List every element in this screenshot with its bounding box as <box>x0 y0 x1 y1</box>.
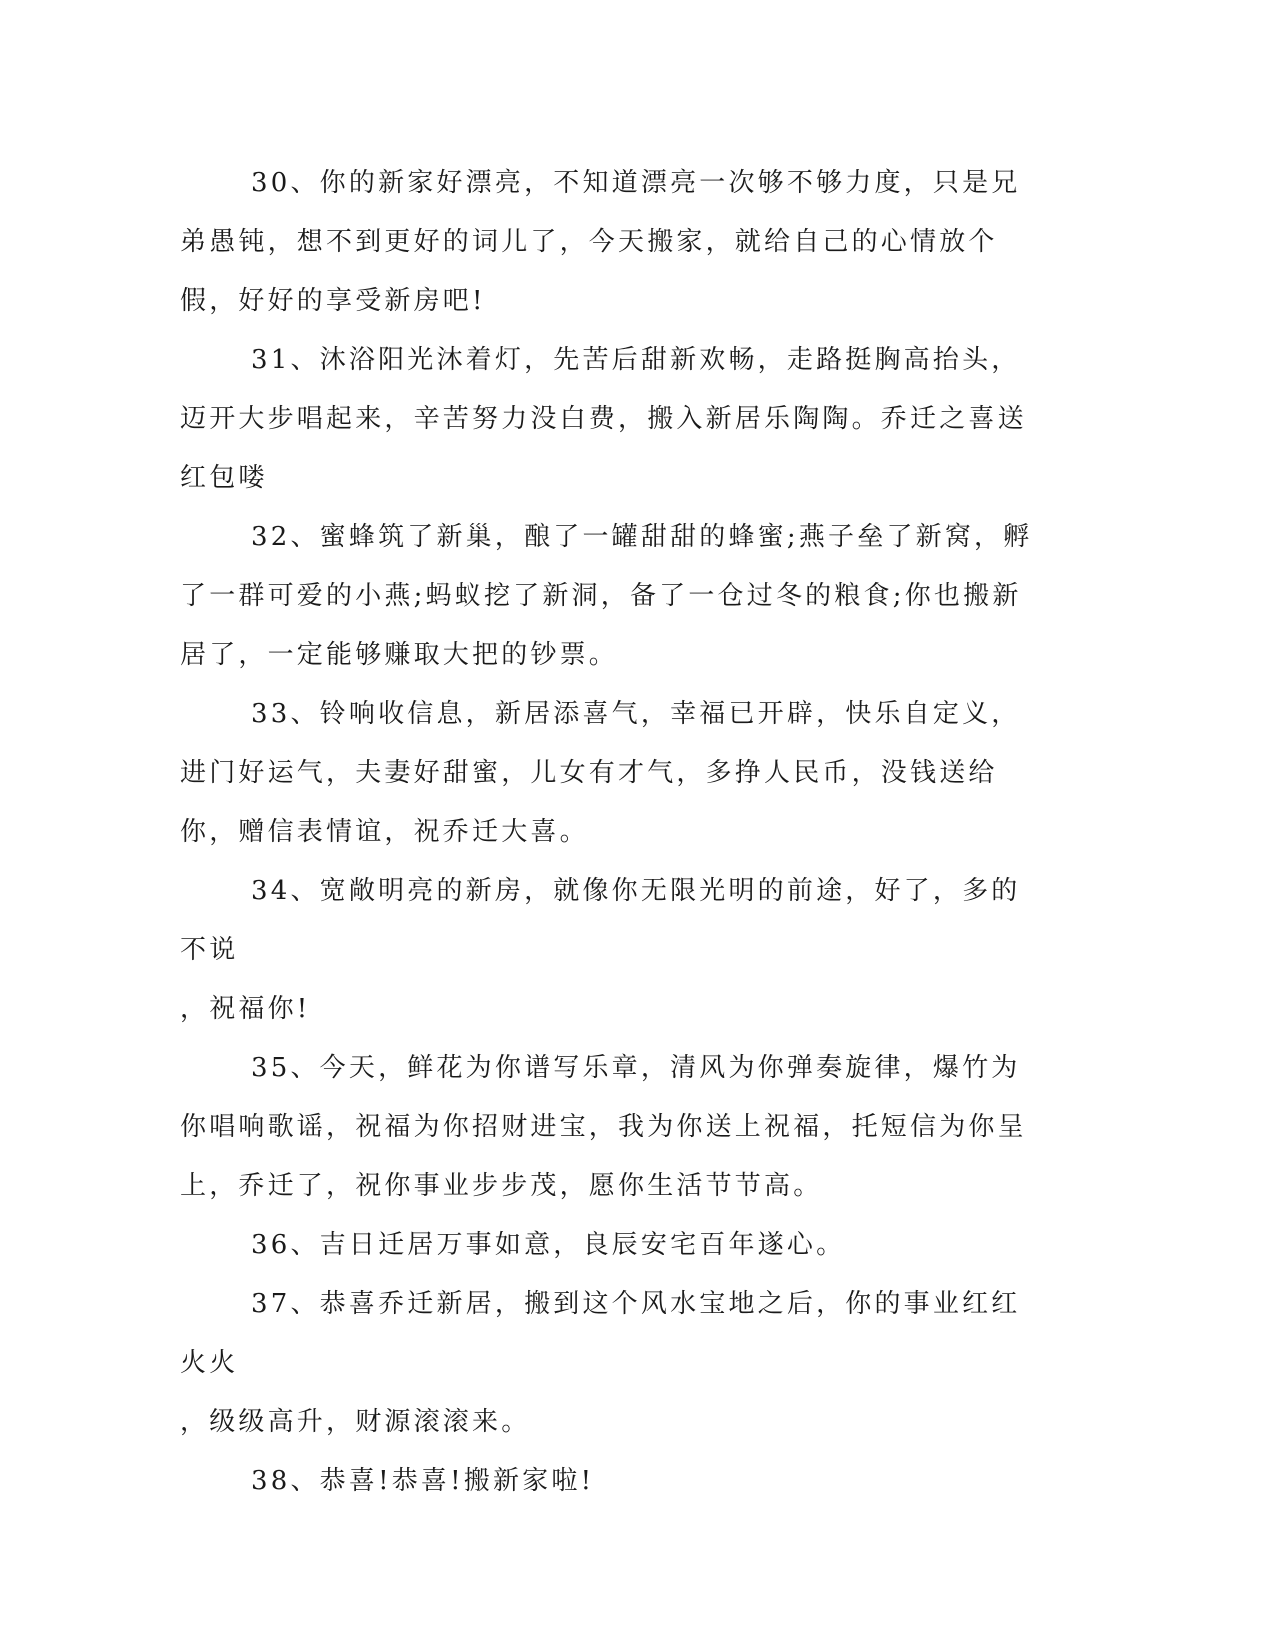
paragraph-32: 32、蜜蜂筑了新巢，酿了一罐甜甜的蜂蜜;燕子垒了新窝，孵了一群可爱的小燕;蚂蚁挖了新洞，备了一仓过冬的粮食;你也搬新居了，一定能够赚取大把的钞票。 <box>180 522 1033 670</box>
paragraph-37: 37、恭喜乔迁新居，搬到这个风水宝地之后，你的事业红红火火 ，级级高升，财源滚滚来。 <box>180 1289 1021 1437</box>
paragraph-34: 34、宽敞明亮的新房，就像你无限光明的前途，好了，多的不说 ，祝福你! <box>180 876 1021 1024</box>
paragraph-38: 38、恭喜!恭喜!搬新家啦! <box>251 1466 595 1496</box>
document-body <box>180 154 1040 1511</box>
paragraph-35: 35、今天，鲜花为你谱写乐章，清风为你弹奏旋律，爆竹为你唱响歌谣，祝福为你招财进宝，我为你送上祝福，托短信为你呈上，乔迁了，祝你事业步步茂，愿你生活节节高。 <box>180 1053 1027 1201</box>
paragraph-30: 30、你的新家好漂亮，不知道漂亮一次够不够力度，只是兄弟愚钝，想不到更好的词儿了，今天搬家，就给自己的心情放个假，好好的享受新房吧! <box>180 168 1021 316</box>
paragraph-31: 31、沐浴阳光沐着灯，先苦后甜新欢畅，走路挺胸高抬头，迈开大步唱起来，辛苦努力没白费，搬入新居乐陶陶。乔迁之喜送红包喽 <box>180 345 1027 493</box>
paragraph-33: 33、铃响收信息，新居添喜气，幸福已开辟，快乐自定义，进门好运气，夫妻好甜蜜，儿女有才气，多挣人民币，没钱送给你，赠信表情谊，祝乔迁大喜。 <box>180 699 1021 847</box>
paragraph-36: 36、吉日迁居万事如意，良辰安宅百年遂心。 <box>251 1230 846 1260</box>
